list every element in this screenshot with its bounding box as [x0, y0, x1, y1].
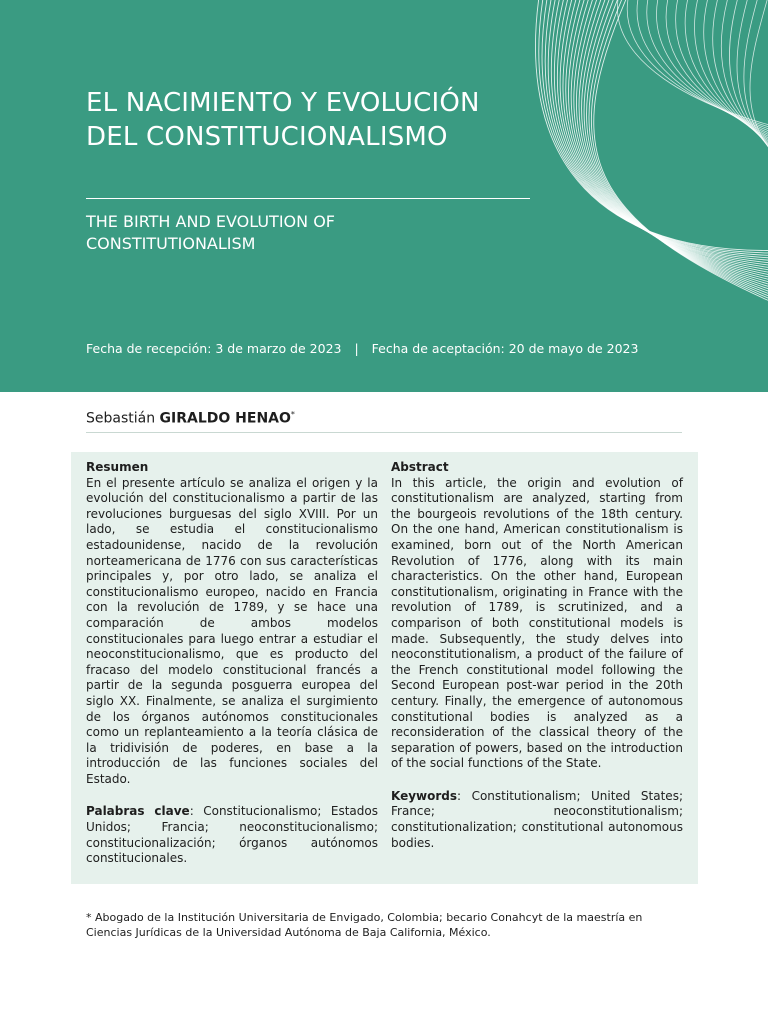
abstract-panel: [71, 452, 698, 884]
title-line-1: EL NACIMIENTO Y EVOLUCIÓN: [86, 88, 480, 118]
author-family-name: GIRALDO HENAO: [159, 410, 291, 427]
palabras-clave: [86, 804, 378, 866]
title-divider: [86, 198, 530, 199]
decorative-line: [750, 0, 768, 170]
resumen-body: En el presente artículo se analiza el origen y la evolución del constitucionalismo a partir de las revoluciones burguesas del siglo XVIII. Por un lado, se estudia el constitucionalismo estadounidense, nacido de la revolución norteamericana de 1776 con sus características principales y, por otro lado, se analiza el constitucionalismo europeo, nacido en Francia con la revolución de 1789, y se hace una comparación de ambos modelos constitucionales para luego entrar a estudiar el neoconstitucionalismo, que es producto del fracaso del modelo constitucional francés a partir de la segunda posguerra europea del siglo XX. Finalmente, se analiza el surgimiento de los órganos autónomos constitucionales como un replanteamiento a la teoría clásica de la tridivisión de poderes, en base a la introducción de las funciones sociales del Estado.: [86, 475, 378, 786]
decorative-line: [560, 0, 768, 273]
decorative-line-pattern: [0, 0, 768, 392]
decorative-line: [594, 0, 768, 310]
decorative-line: [744, 0, 768, 167]
author-given-name: Sebastián: [86, 410, 156, 427]
decorative-line: [685, 0, 768, 149]
decorative-line: [535, 0, 768, 251]
decorative-line: [695, 0, 768, 151]
keywords-label: Keywords: [391, 788, 458, 803]
decorative-line: [587, 0, 768, 301]
decorative-line: [589, 0, 768, 304]
abstract-body: In this article, the origin and evolution of constitutionalism are analyzed, starting from the bourgeois revolutions of the 18th century. On the one hand, American constitutionalism is examined, born out of the North American Revolution of 1776, along with its main characteristics. On the other hand, European constitutionalism, originating in France with the revolution of 1789, is scrutinized, and a comparison of both constitutional models is made. Subsequently, the study delves into neoconstitutionalism, a product of the failure of the French constitutional model following the Second European post-war period in the 20th century. Finally, the emergence of autonomous constitutional bodies is analyzed as a reconsideration of the classical theory of the separation of powers, based on the introduction of the social functions of the State.: [391, 475, 683, 771]
author-line: [86, 405, 295, 429]
article-title: [86, 86, 556, 154]
footnote-line-2: Ciencias Jurídicas de la Universidad Autónoma de Baja California, México.: [86, 926, 491, 939]
acceptance-date: Fecha de aceptación: 20 de mayo de 2023: [371, 341, 639, 356]
author-footnote: [86, 910, 686, 940]
palabras-clave-label: Palabras clave: [86, 804, 190, 819]
reception-date: Fecha de recepción: 3 de marzo de 2023: [86, 341, 342, 356]
palabras-clave-list: : Constitucionalismo; Estados Unidos; Francia; neoconstitucionalismo; constitucionalización; órganos autónomos constitucionales.: [86, 804, 378, 866]
article-subtitle: [86, 211, 526, 255]
decorative-line: [551, 0, 768, 264]
resumen-heading: Resumen: [86, 460, 149, 474]
header-banner: [0, 0, 768, 392]
decorative-line: [554, 0, 768, 267]
publication-dates: [86, 340, 686, 358]
date-separator: |: [354, 341, 359, 356]
abstract-heading: Abstract: [391, 460, 449, 474]
title-line-2: DEL CONSTITUCIONALISMO: [86, 122, 448, 152]
resumen-column: [86, 460, 378, 867]
decorative-line: [647, 0, 768, 138]
keywords-list: : Constitutionalism; United States; France; neoconstitutionalism; constitutionalization; constitutional autonomous bodies.: [391, 788, 683, 850]
decorative-line: [557, 0, 768, 270]
author-footnote-mark[interactable]: *: [290, 410, 295, 419]
subtitle-line-2: CONSTITUTIONALISM: [86, 234, 256, 253]
decorative-line: [563, 0, 768, 276]
footnote-line-1: * Abogado de la Institución Universitaria de Envigado, Colombia; becario Conahcyt de la maestría en: [86, 911, 643, 924]
author-divider: [86, 432, 682, 433]
keywords: [391, 789, 683, 851]
abstract-column: [391, 460, 683, 851]
subtitle-line-1: THE BIRTH AND EVOLUTION OF: [86, 212, 335, 231]
decorative-line: [566, 0, 768, 279]
